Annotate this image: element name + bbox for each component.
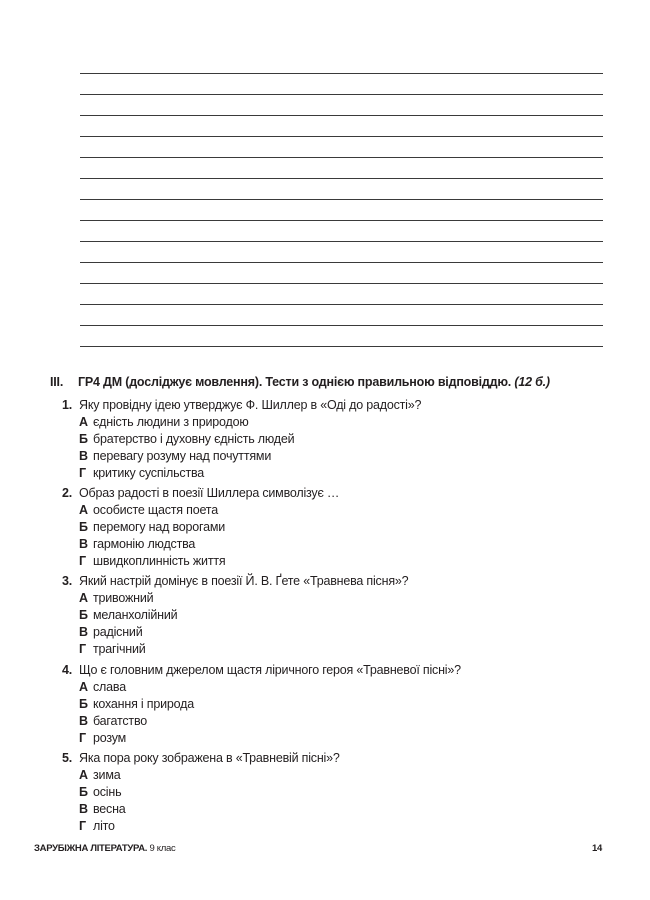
page-number: 14 bbox=[592, 843, 602, 854]
question-text: Що є головним джерелом щастя ліричного героя «Травневої пісні»? bbox=[79, 662, 461, 677]
option-text: осінь bbox=[93, 784, 122, 799]
option-letter: В bbox=[79, 625, 88, 640]
option-text: критику суспільства bbox=[93, 466, 205, 480]
option-letter: Г bbox=[79, 730, 86, 745]
answer-line bbox=[80, 115, 603, 136]
option-text: кохання і природа bbox=[93, 696, 194, 711]
answer-option bbox=[62, 641, 622, 658]
answer-option bbox=[62, 607, 622, 624]
question bbox=[62, 485, 622, 570]
option-letter: Б bbox=[79, 432, 88, 446]
question-number: 2. bbox=[62, 486, 73, 501]
answer-option bbox=[62, 767, 622, 784]
answer-option bbox=[62, 590, 622, 607]
answer-option bbox=[62, 553, 622, 570]
question bbox=[62, 662, 622, 747]
question-number: 3. bbox=[62, 574, 73, 589]
option-text: зима bbox=[93, 767, 121, 782]
answer-option bbox=[62, 624, 622, 641]
option-letter: В bbox=[79, 537, 88, 552]
option-letter: Г bbox=[79, 818, 86, 833]
answer-line bbox=[80, 283, 603, 304]
option-letter: А bbox=[79, 767, 88, 782]
answer-option bbox=[62, 519, 622, 536]
question-number: 1. bbox=[62, 398, 73, 412]
answer-line bbox=[80, 73, 603, 94]
answer-line bbox=[80, 157, 603, 178]
question-text: Образ радості в поезії Шиллера символізує … bbox=[79, 486, 340, 501]
answer-option bbox=[62, 696, 622, 713]
option-letter: Г bbox=[79, 466, 86, 480]
option-text: розум bbox=[93, 730, 127, 745]
option-text: слава bbox=[93, 679, 126, 694]
answer-line bbox=[80, 136, 603, 157]
answer-option bbox=[62, 784, 622, 801]
section-number: III. bbox=[50, 375, 64, 389]
question-number: 4. bbox=[62, 662, 73, 677]
option-text: меланхолійний bbox=[93, 608, 178, 623]
option-text: багатство bbox=[93, 713, 147, 728]
option-letter: В bbox=[79, 801, 88, 816]
option-letter: А bbox=[79, 591, 88, 606]
option-text: швидкоплинність життя bbox=[93, 554, 226, 569]
answer-line bbox=[80, 199, 603, 220]
question-stem bbox=[62, 397, 622, 414]
option-letter: Б bbox=[79, 696, 88, 711]
question bbox=[62, 750, 622, 835]
section-points: (12 б.) bbox=[514, 375, 550, 389]
option-text: весна bbox=[93, 801, 126, 816]
page-footer bbox=[34, 843, 602, 854]
question-text: Яка пора року зображена в «Травневій пісні»? bbox=[79, 750, 340, 765]
answer-line bbox=[80, 241, 603, 262]
question bbox=[62, 573, 622, 658]
answer-option bbox=[62, 465, 622, 482]
answer-option bbox=[62, 431, 622, 448]
option-letter: А bbox=[79, 679, 88, 694]
answer-option bbox=[62, 448, 622, 465]
question bbox=[62, 397, 622, 482]
answer-option bbox=[62, 679, 622, 696]
answer-line bbox=[80, 325, 603, 346]
answer-line bbox=[80, 94, 603, 115]
answer-line bbox=[80, 220, 603, 241]
option-text: тривожний bbox=[93, 591, 154, 606]
question-stem bbox=[62, 485, 622, 502]
answer-option bbox=[62, 713, 622, 730]
answer-line bbox=[80, 346, 603, 367]
option-letter: Г bbox=[79, 554, 86, 569]
question-text: Який настрій домінує в поезії Й. В. Ґете «Травнева пісня»? bbox=[79, 574, 409, 589]
question-stem bbox=[62, 750, 622, 767]
option-letter: А bbox=[79, 415, 88, 429]
answer-option bbox=[62, 818, 622, 835]
section-header bbox=[50, 375, 610, 389]
option-text: особисте щастя поета bbox=[93, 503, 218, 518]
option-letter: В bbox=[79, 449, 88, 463]
option-letter: Б bbox=[79, 608, 88, 623]
answer-option bbox=[62, 801, 622, 818]
answer-lines bbox=[80, 73, 603, 367]
option-text: перемогу над ворогами bbox=[93, 520, 226, 535]
option-letter: В bbox=[79, 713, 88, 728]
question-text: Яку провідну ідею утверджує Ф. Шиллер в «Оді до радості»? bbox=[79, 398, 422, 412]
option-text: єдність людини з природою bbox=[93, 415, 249, 429]
option-text: братерство і духовну єдність людей bbox=[93, 432, 295, 446]
option-letter: Б bbox=[79, 520, 88, 535]
answer-line bbox=[80, 304, 603, 325]
option-text: радісний bbox=[93, 625, 143, 640]
footer-book-title: ЗАРУБІЖНА ЛІТЕРАТУРА. 9 клас bbox=[34, 843, 176, 854]
question-number: 5. bbox=[62, 750, 73, 765]
answer-option bbox=[62, 536, 622, 553]
question-stem bbox=[62, 573, 622, 590]
answer-line bbox=[80, 262, 603, 283]
answer-option bbox=[62, 502, 622, 519]
question-stem bbox=[62, 662, 622, 679]
option-text: трагічний bbox=[93, 642, 146, 657]
option-letter: А bbox=[79, 503, 88, 518]
option-letter: Б bbox=[79, 784, 88, 799]
option-text: літо bbox=[93, 818, 115, 833]
section-title: ГР4 ДМ (досліджує мовлення). Тести з однією правильною відповіддю. bbox=[78, 375, 512, 389]
option-text: перевагу розуму над почуттями bbox=[93, 449, 272, 463]
option-letter: Г bbox=[79, 642, 86, 657]
answer-option bbox=[62, 730, 622, 747]
answer-line bbox=[80, 178, 603, 199]
questions-list bbox=[62, 397, 622, 838]
answer-option bbox=[62, 414, 622, 431]
option-text: гармонію людства bbox=[93, 537, 196, 552]
